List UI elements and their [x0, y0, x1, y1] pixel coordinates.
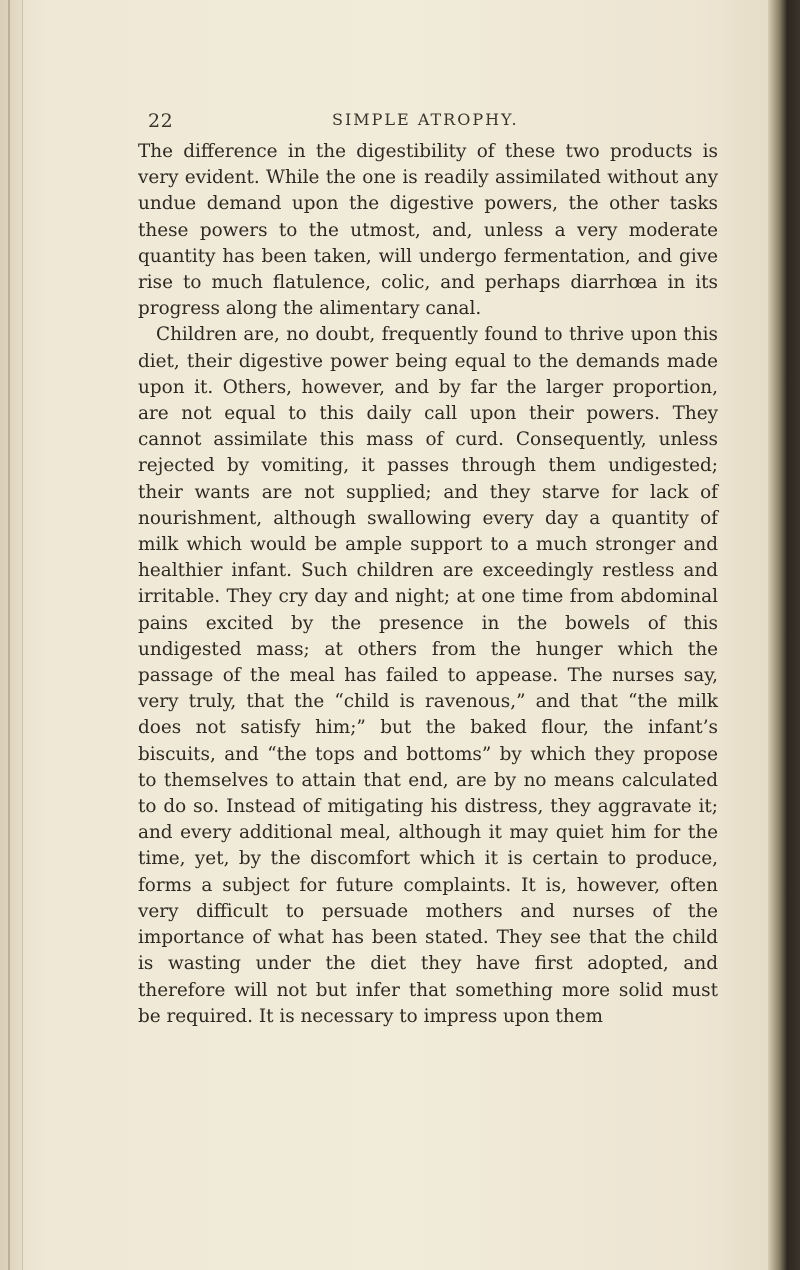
- page-number: 22: [148, 110, 174, 132]
- paragraph: Children are, no doubt, frequently found to thrive upon this diet, their digestive power being equal to the demands made upon it. Others, however, and by far the larger proportion, are not equal to this daily call upon their powers. They cannot assimilate this mass of curd. Consequently, unless rejected by vomiting, it passes through them undigested; their wants are not supplied; and they starve for lack of nourishment, although swallowing every day a quantity of milk which would be ample support to a much stronger and healthier infant. Such children are exceedingly restless and irritable. They cry day and night; at one time from abdominal pains excited by the presence in the bowels of this undigested mass; at others from the hunger which the passage of the meal has failed to appease. The nurses say, very truly, that the “child is ravenous,” and that “the milk does not satisfy him;” but the baked flour, the infant’s biscuits, and “the tops and bottoms” by which they propose to themselves to attain that end, are by no means calculated to do so. Instead of mitigating his distress, they aggravate it; and every additional meal, although it may quiet him for the time, yet, by the discomfort which it is certain to produce, forms a subject for future complaints. It is, however, often very difficult to persuade mothers and nurses of the importance of what has been stated. They see that the child is wasting under the diet they have first adopted, and therefore will not but infer that something more solid must be required. It is necessary to impress upon them: [138, 324, 718, 1027]
- body-text: [138, 139, 718, 1030]
- page-gutter: [0, 0, 23, 1270]
- paragraph: The difference in the digestibility of these two products is very evident. While the one is readily assimilated without any undue demand upon the digestive powers, the other tasks these powers to the utmost, and, unless a very moderate quantity has been taken, will undergo fermentation, and give rise to much flatulence, colic, and perhaps diarrhœa in its progress along the alimentary canal.: [138, 141, 718, 320]
- running-head: SIMPLE ATROPHY.: [332, 110, 519, 129]
- gutter-line: [8, 0, 10, 1270]
- page-header: [134, 110, 734, 136]
- book-binding-edge: [768, 0, 800, 1270]
